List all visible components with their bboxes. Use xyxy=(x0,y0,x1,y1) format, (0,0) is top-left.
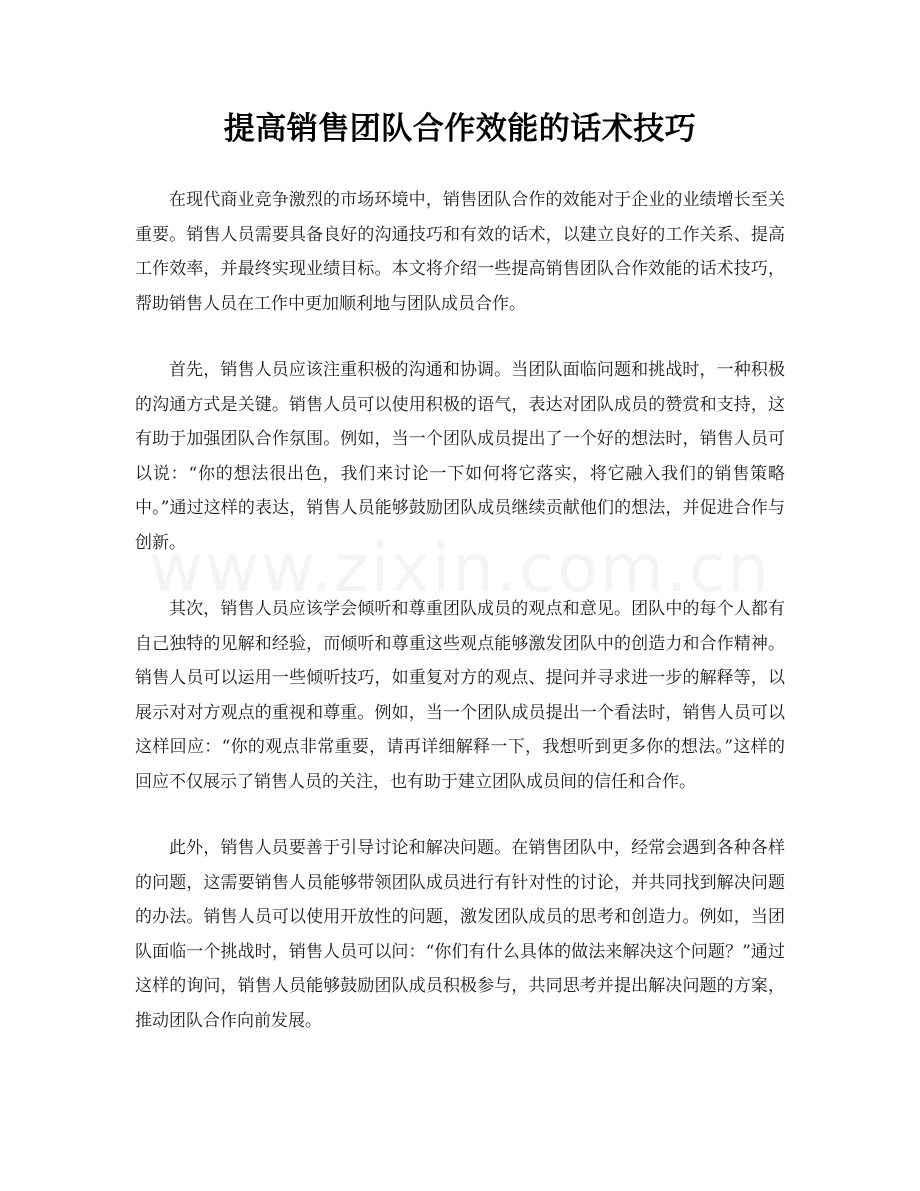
paragraph-3: 其次，销售人员应该学会倾听和尊重团队成员的观点和意见。团队中的每个人都有自己独特的见解和经验，而倾听和尊重这些观点能够激发团队中的创造力和合作精神。销售人员可以运用一些倾听技巧，如重复对方的观点、提问并寻求进一步的解释等，以展示对对方观点的重视和尊重。例如，当一个团队成员提出一个看法时，销售人员可以这样回应：“你的观点非常重要，请再详细解释一下，我想听到更多你的想法。”这样的回应不仅展示了销售人员的关注，也有助于建立团队成员间的信任和合作。 xyxy=(135,599,785,792)
paragraph-2: 首先，销售人员应该注重积极的沟通和协调。当团队面临问题和挑战时，一种积极的沟通方式是关键。销售人员可以使用积极的语气，表达对团队成员的赞赏和支持，这有助于加强团队合作氛围。例如，当一个团队成员提出了一个好的想法时，销售人员可以说：“你的想法很出色，我们来讨论一下如何将它落实，将它融入我们的销售策略中。”通过这样的表达，销售人员能够鼓励团队成员继续贡献他们的想法，并促进合作与创新。 xyxy=(135,360,785,553)
paragraph-1: 在现代商业竞争激烈的市场环境中，销售团队合作的效能对于企业的业绩增长至关重要。销售人员需要具备良好的沟通技巧和有效的话术，以建立良好的工作关系、提高工作效率，并最终实现业绩目标。本文将介绍一些提高销售团队合作效能的话术技巧，帮助销售人员在工作中更加顺利地与团队成员合作。 xyxy=(135,190,785,314)
paragraph-4: 此外，销售人员要善于引导讨论和解决问题。在销售团队中，经常会遇到各种各样的问题，这需要销售人员能够带领团队成员进行有针对性的讨论，并共同找到解决问题的办法。销售人员可以使用开放性的问题，激发团队成员的思考和创造力。例如，当团队面临一个挑战时，销售人员可以问：“你们有什么具体的做法来解决这个问题？”通过这样的询问，销售人员能够鼓励团队成员积极参与，共同思考并提出解决问题的方案，推动团队合作向前发展。 xyxy=(135,838,785,1031)
document-body xyxy=(135,183,785,1070)
document-title: 提高销售团队合作效能的话术技巧 xyxy=(223,111,697,147)
